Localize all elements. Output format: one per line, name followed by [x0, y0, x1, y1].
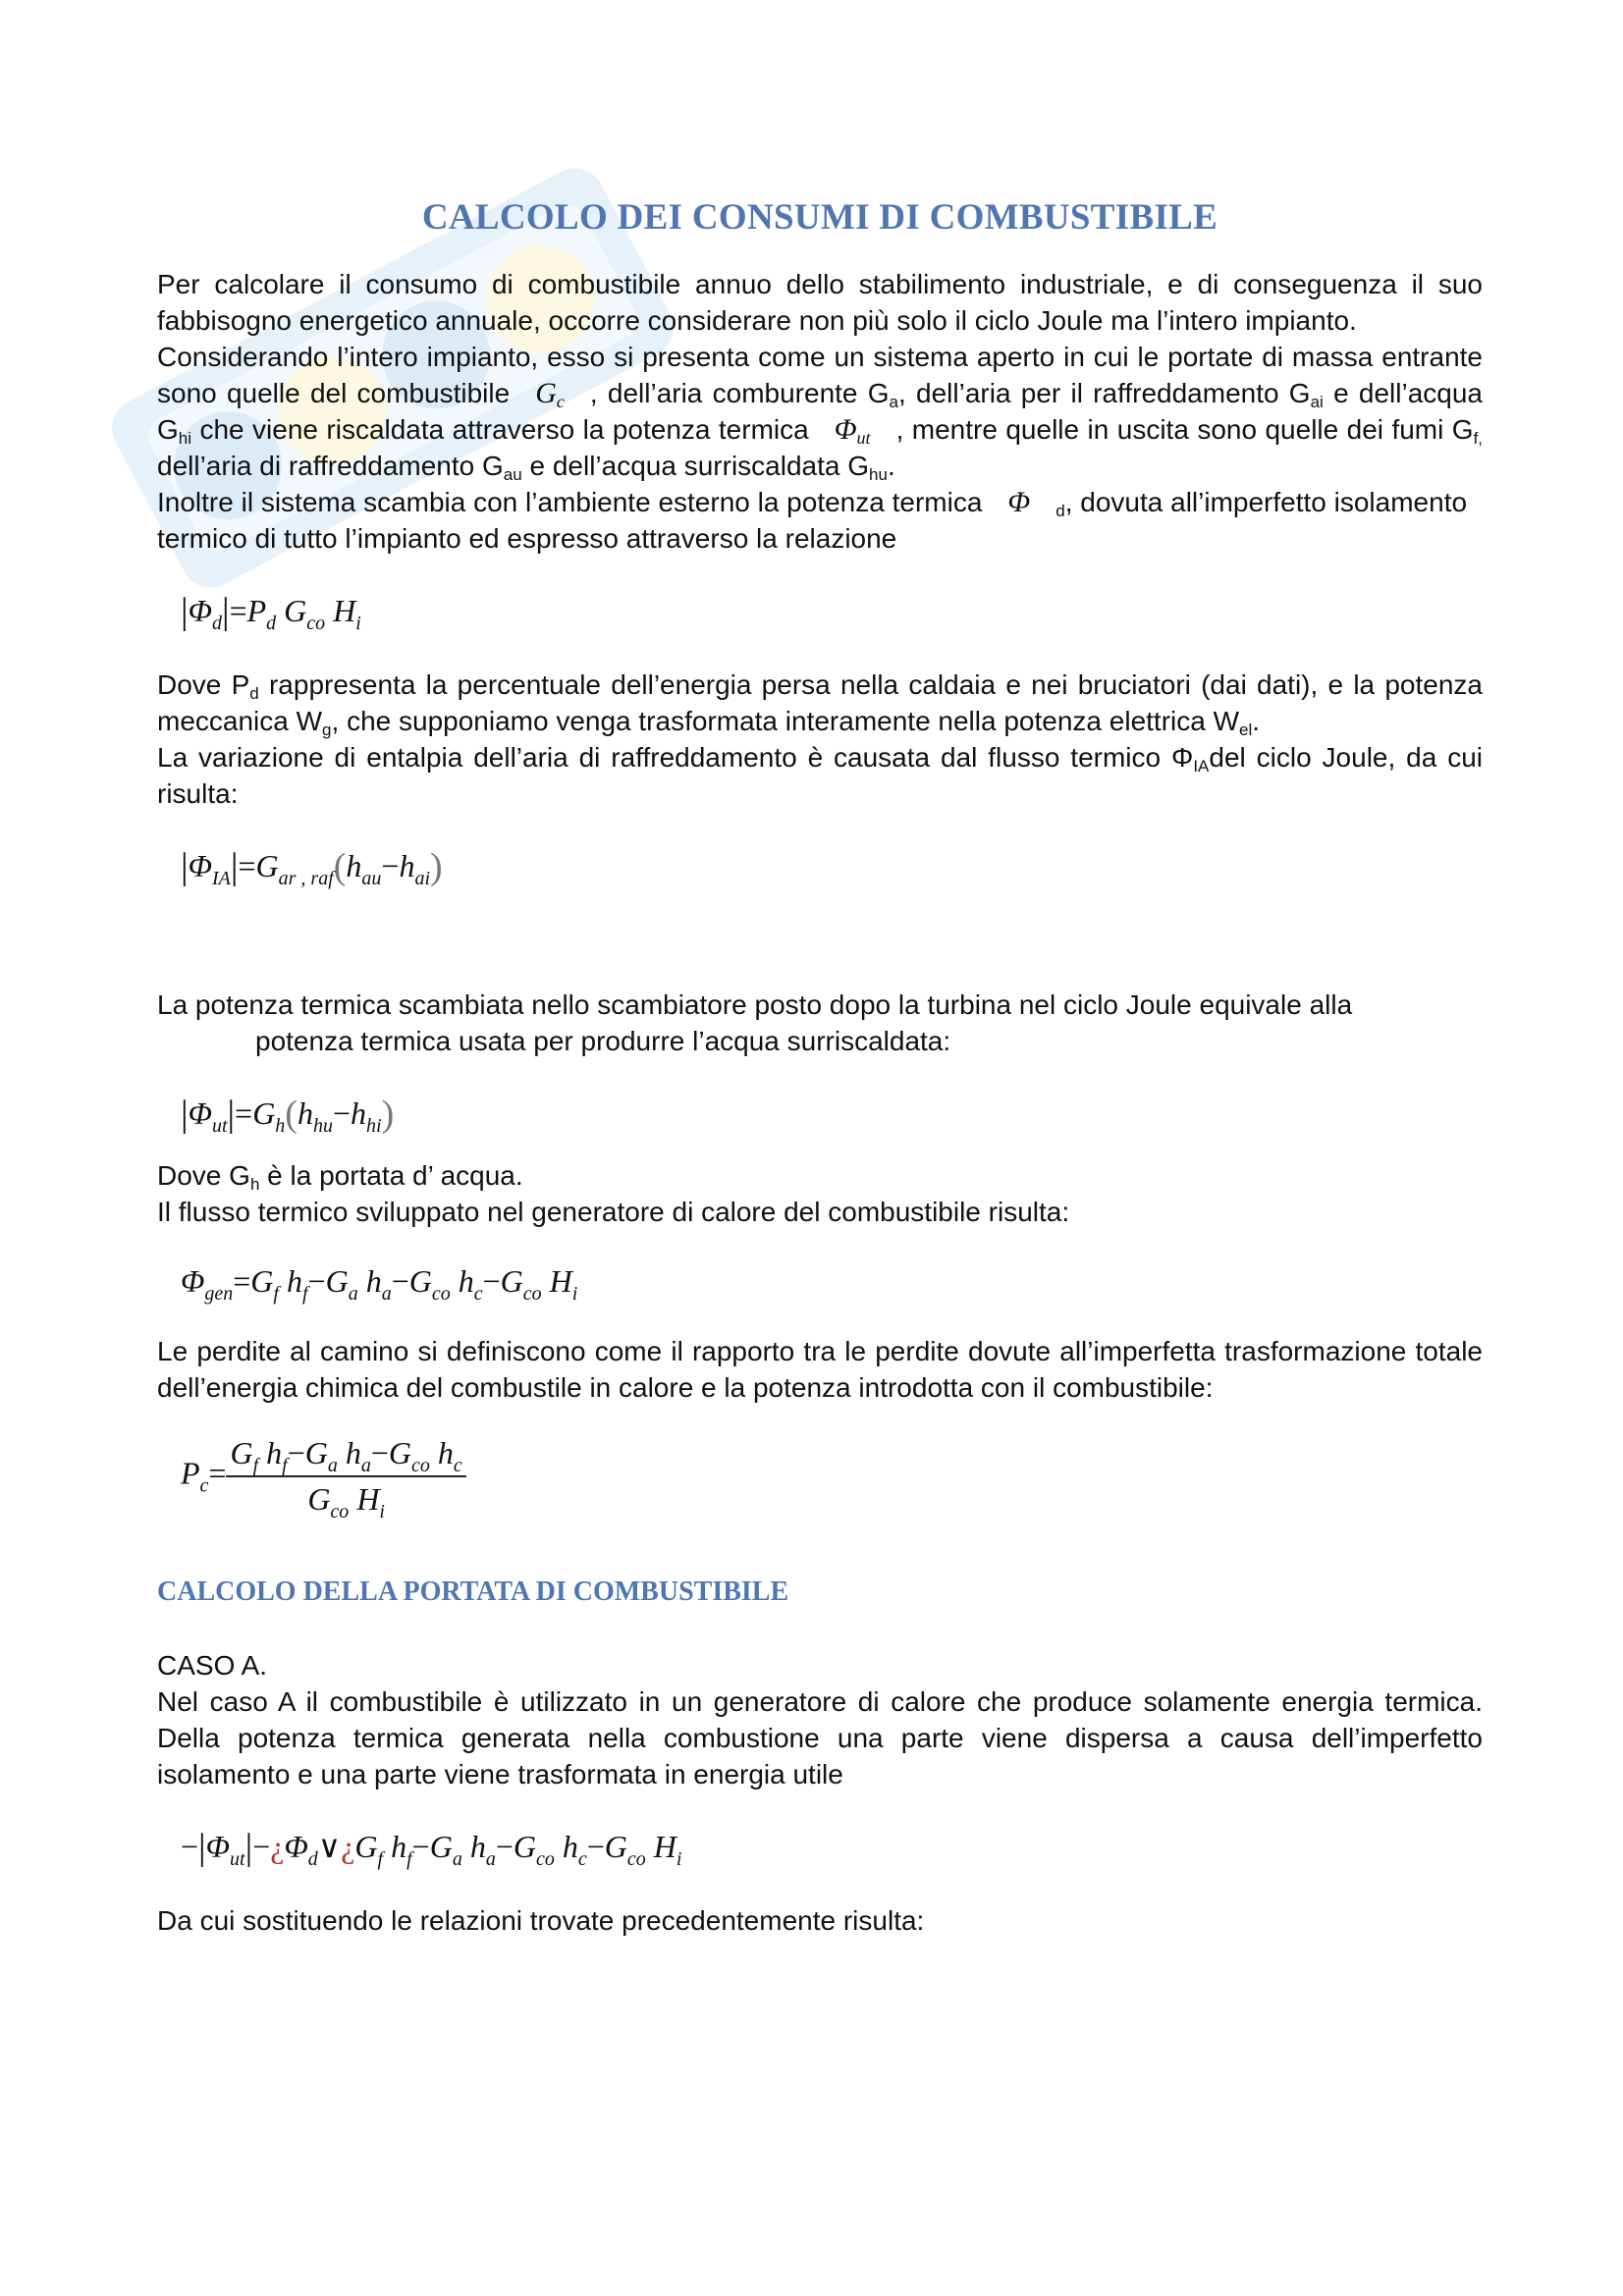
scambiatore-paragraph: La potenza termica scambiata nello scambiatore posto dopo la turbina nel ciclo Joule equivale alla potenza termica usata per produrre l’acqua surriscaldata: [157, 989, 1353, 1056]
intro-paragraph-2: Considerando l’intero impianto, esso si presenta come un sistema aperto in cui le portate di massa entrante sono quelle del combustibile $G_c$ , dell’aria comburente $G_a$, dell’aria per il raffreddamento $G_{ai}$ e dell’acqua $G_{hi}$ che viene riscaldata attraverso la potenza termica $\Phi_{ut}$ , mentre quelle in uscita sono quelle dei fumi $G_{f,}$ dell’aria di raffreddamento $G_{au}$ e dell’acqua surriscaldata $G_{hu}$. [157, 342, 1484, 484]
document-page [157, 187, 1483, 1939]
variazione-paragraph: La variazione di entalpia dell’aria di raffreddamento è causata dal flusso termico $\Phi_{IA}del$ ciclo Joule, da cui risulta: [157, 742, 1483, 809]
formula-phi-ia: $|\Phi_{IA}|=G_{ar , raf}(h_{au}-h_{ai})$ [181, 846, 443, 889]
caso-a-paragraph: Nel caso A il combustibile è utilizzato in un generatore di calore che produce solamente energia termica. Della potenza termica generata nella combustione una parte viene dispersa a causa dell’imperfetto isolamento e una parte viene trasformata in energia utile [157, 1686, 1483, 1789]
fraction: $\frac{G_f h_f-G_a h_a-G_{co} h_c}{G_{co} H_i}$ [226, 1435, 465, 1518]
formula-phi-d: $|\Phi_d|=P_d$ $G_{co}$ $H_i$ [181, 591, 361, 634]
math-gc: $G_c$ [535, 377, 565, 411]
math-phi-ut: $\Phi_{ut}$ [834, 413, 871, 448]
math-phi: Φ [1007, 486, 1031, 518]
formula-pc: $P_c=$ $\frac{G_f h_f-G_a h_a-G_{co} h_c}{G_{co} H_i}$ [181, 1435, 1483, 1518]
flusso-paragraph: Il flusso termico sviluppato nel generatore di calore del combustibile risulta: [157, 1197, 1070, 1227]
perdite-paragraph: Le perdite al camino si definiscono come il rapporto tra le perdite dovute all’imperfetta trasformazione totale dell’energia chimica del combustile in calore e la potenza introdotta con il combustibile: [157, 1336, 1483, 1403]
intro-paragraph-3: Inoltre il sistema scambia con l’ambiente esterno la potenza termica Φ $_d$, dovuta all’imperfetto isolamento termico di tutto l’impianto ed espresso attraverso la relazione [157, 486, 1468, 554]
dove-paragraph-1: Dove $P_d$ rappresenta la percentuale dell’energia persa nella caldaia e nei bruciatori (dai dati), e la potenza meccanica $W_g$, che supponiamo venga trasformata interamente nella potenza elettrica $W_{el}$. [157, 669, 1483, 739]
caso-a-label: CASO A. [157, 1650, 268, 1681]
formula-phi-ut: $|\Phi_{ut}|=G_h(h_{hu}-h_{hi})$ [181, 1094, 395, 1137]
section-heading: CALCOLO DELLA PORTATA DI COMBUSTIBILE [157, 1576, 789, 1607]
formula-phi-gen: $\Phi_{gen}=G_f$ $h_f-G_a$ $h_a-G_{co}$ $h_c-G_{co}$ $H_i$ [181, 1263, 578, 1305]
formula-caso-a: $-|\Phi_{ut}|-¿\Phi_d\vee¿G_f$ $h_f-G_a$ $h_a-G_{co}$ $h_c-G_{co}$ $H_i$ [181, 1827, 682, 1870]
page-title: CALCOLO DEI CONSUMI DI COMBUSTIBILE [421, 197, 1218, 238]
final-paragraph: Da cui sostituendo le relazioni trovate precedentemente risulta: [157, 1905, 925, 1936]
intro-paragraph-1: Per calcolare il consumo di combustibile annuo dello stabilimento industriale, e di conseguenza il suo fabbisogno energetico annuale, occorre considerare non più solo il ciclo Joule ma l’intero impianto. [157, 269, 1483, 336]
dove-paragraph-2: Dove $G_h$ è la portata d’ acqua. [157, 1160, 523, 1194]
